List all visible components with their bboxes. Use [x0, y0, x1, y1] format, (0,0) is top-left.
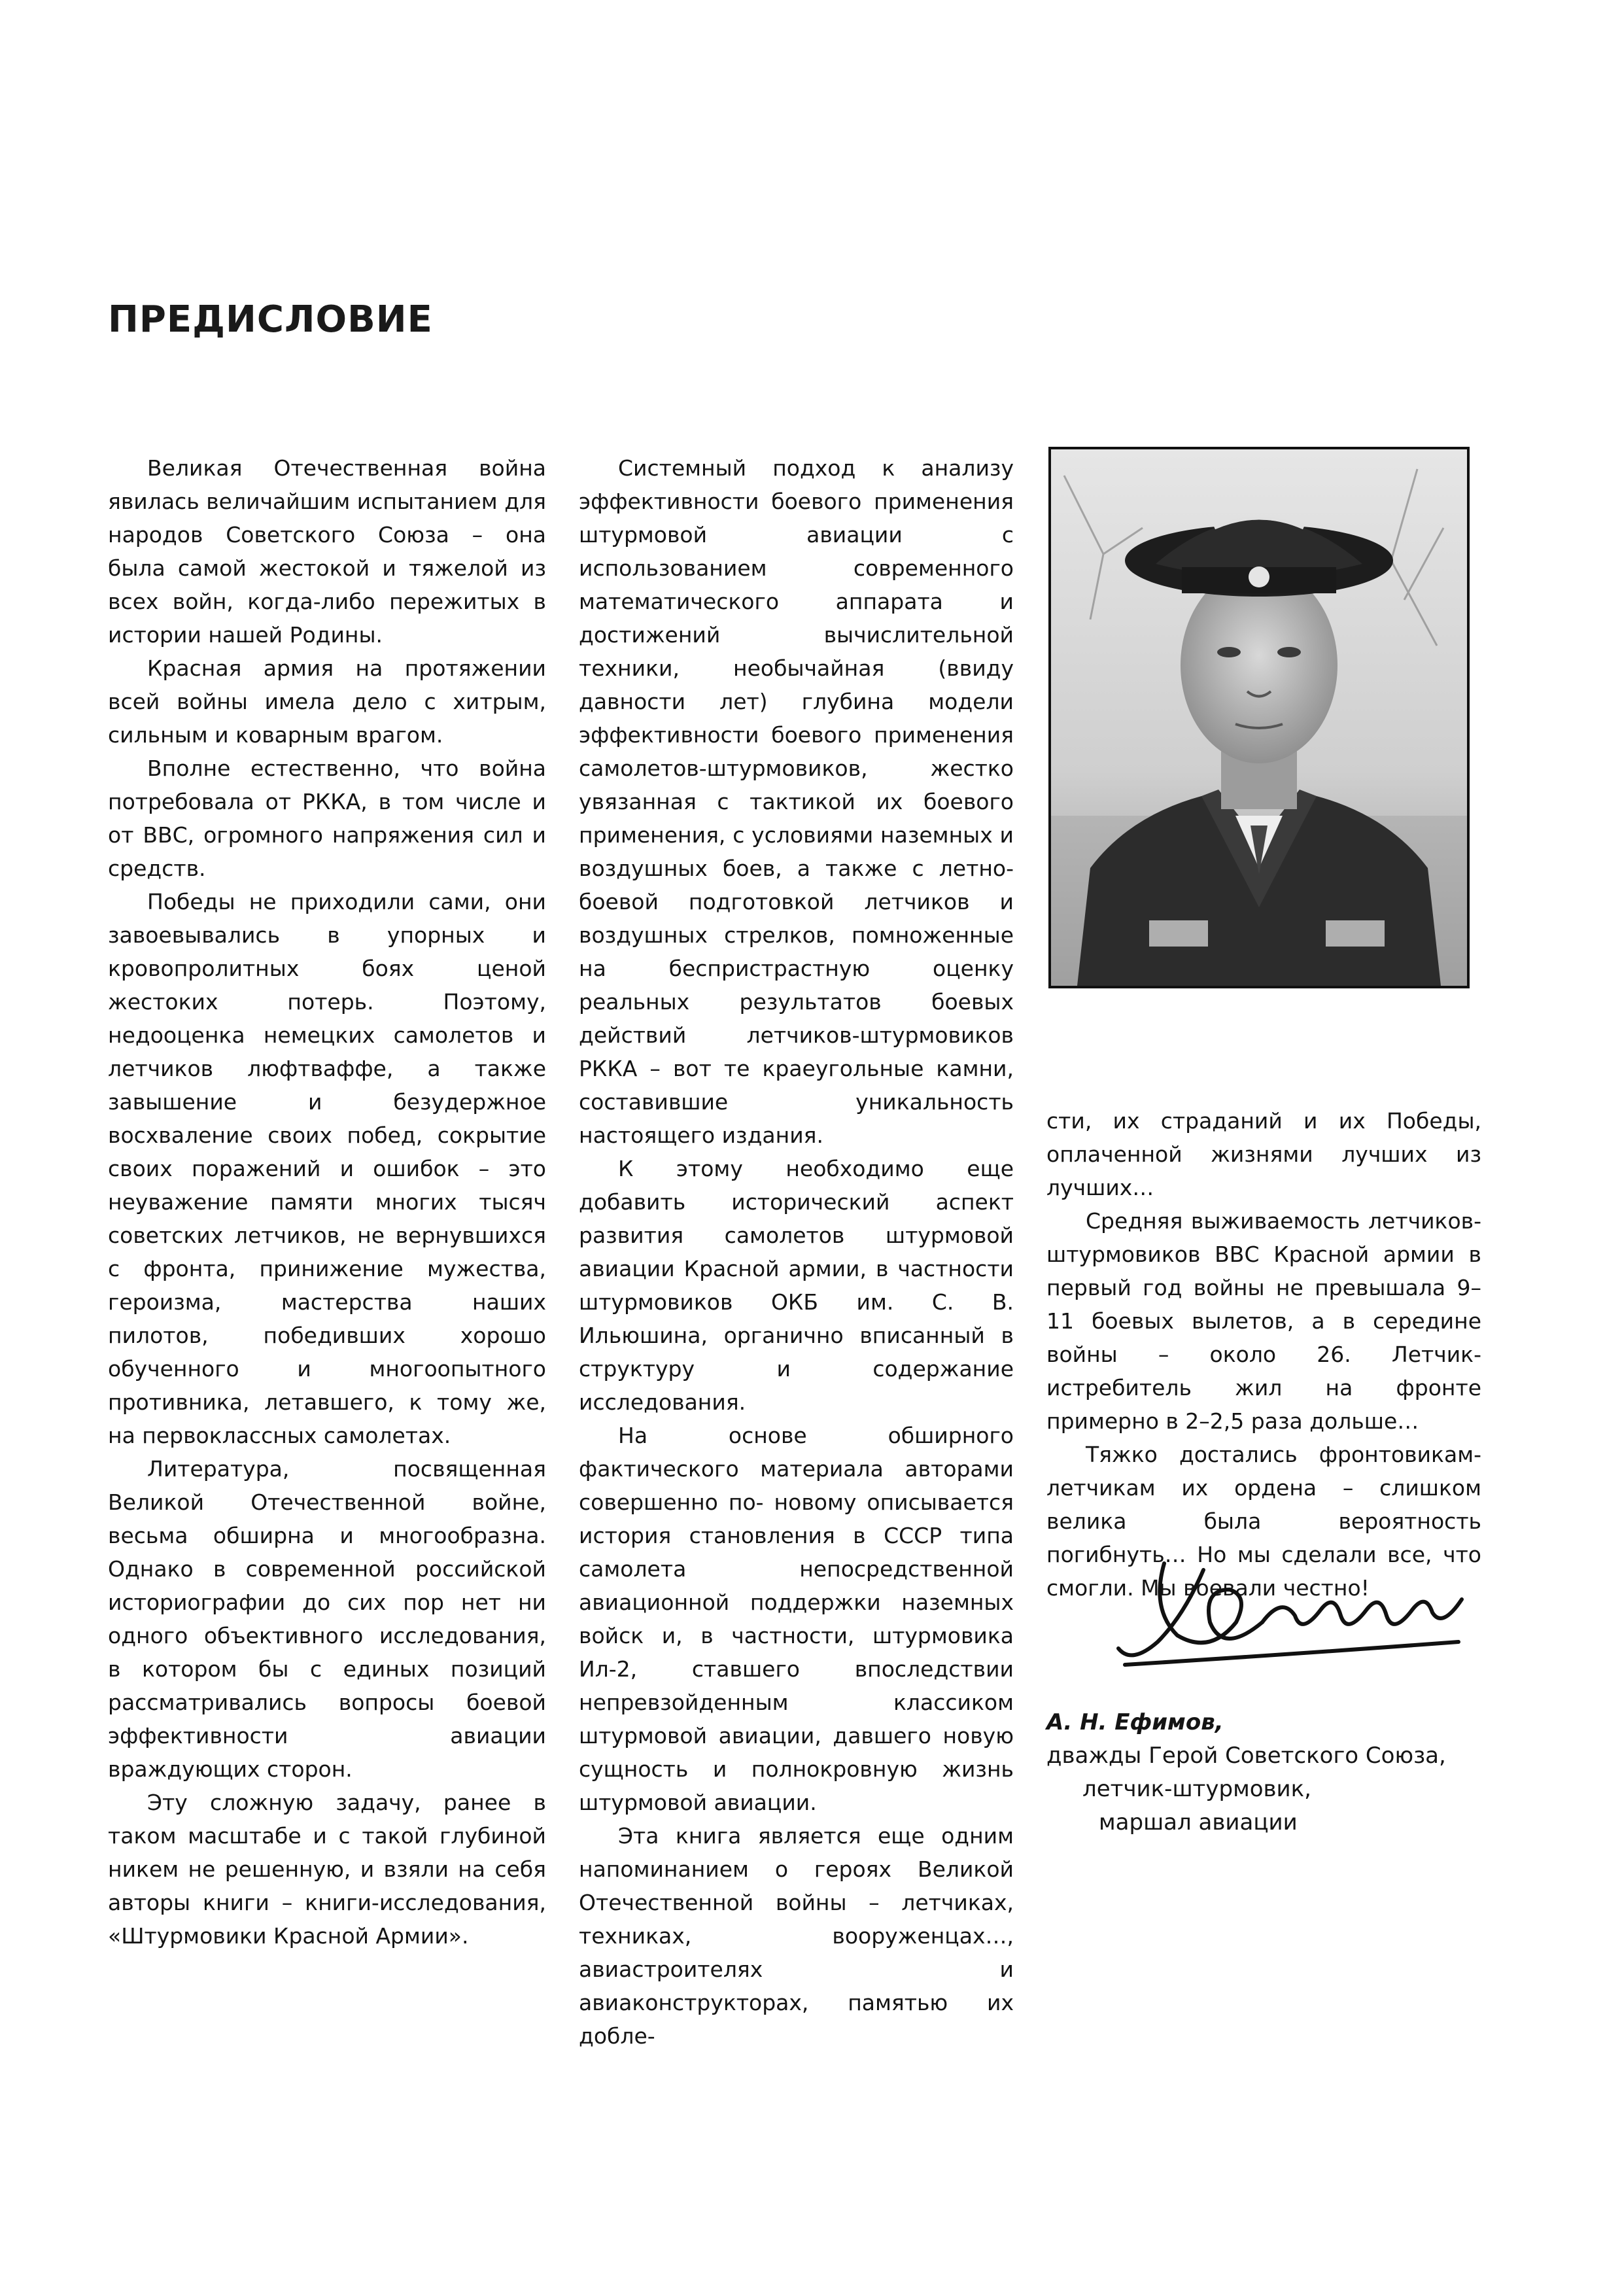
- paragraph: Вполне естественно, что война потребовала от РККА, в том числе и от ВВС, огромного напряжения сил и средств.: [108, 756, 546, 881]
- paragraph: Великая Отечественная война явилась величайшим испытанием для народов Советского Союза – она была самой жестокой и тяжелой из всех войн, когда-либо пережитых в истории нашей Родины.: [108, 455, 546, 648]
- paragraph: Победы не приходили сами, они завоевывались в упорных и кровопролитных боях ценой жестоких потерь. Поэтому, недооценка немецких самолетов и летчиков люфтваффе, а также завышение и безудержное восхваление своих побед, сокрытие своих поражений и ошибок – это неуважение памяти многих тысяч советских летчиков, не вернувшихся с фронта, принижение мужества, героизма, мастерства наших пилотов, победивших хорошо обученного и многоопытного противника, летавшего, к тому же, на первоклассных самолетах.: [108, 889, 546, 1448]
- author-title-line: маршал авиации: [1099, 1809, 1298, 1835]
- paragraph: Эту сложную задачу, ранее в таком масштабе и с такой глубиной никем не решенную, и взяли на себя авторы книги – книги-исследования, «Штурмовики Красной Армии».: [108, 1790, 546, 1949]
- paragraph: Красная армия на протяжении всей войны имела дело с хитрым, сильным и коварным врагом.: [108, 655, 546, 748]
- text-column-middle: [579, 451, 1014, 2053]
- paragraph: Литература, посвященная Великой Отечественной войне, весьма обширна и многообразна. Однако в современной российской историографии до сих пор нет ни одного объективного исследования, в котором бы с единых позиций рассматривались вопросы боевой эффективности авиации враждующих сторон.: [108, 1456, 546, 1782]
- paragraph: Средняя выживаемость летчиков-штурмовиков ВВС Красной армии в первый год войны не превышала 9–11 боевых вылетов, а в середине войны – около 26. Летчик-истребитель жил на фронте примерно в 2–2,5 раза дольше…: [1046, 1208, 1481, 1434]
- paragraph-continuation: сти, их страданий и их Победы, оплаченной жизнями лучших из лучших…: [1046, 1108, 1481, 1200]
- handwritten-signature: [1105, 1544, 1472, 1675]
- text-column-right: [1046, 1104, 1481, 1605]
- paragraph: Эта книга является еще одним напоминанием о героях Великой Отечественной войны – летчиках, техниках, вооруженцах…, авиастроителях и авиаконструкторах, памятью их добле-: [579, 1823, 1014, 2049]
- author-block: [1046, 1706, 1446, 1839]
- text-column-left: [108, 451, 546, 1953]
- paragraph: На основе обширного фактического материала авторами совершенно по- новому описывается история становления в СССР типа самолета непосредственной авиационной поддержки наземных войск и, в частности, штурмовика Ил-2, ставшего впоследствии непревзойденным классиком штурмовой авиации, давшего новую сущность и полнокровную жизнь штурмовой авиации.: [579, 1423, 1014, 1815]
- author-name: А. Н. Ефимов,: [1046, 1709, 1224, 1735]
- paragraph: Тяжко достались фронтовикам-летчикам их ордена – слишком велика была вероятность погибнуть… Но мы сделали все, что смогли. Мы воевали честно!: [1046, 1442, 1481, 1601]
- page-title: ПРЕДИСЛОВИЕ: [108, 298, 433, 341]
- author-title-line: дважды Герой Советского Союза,: [1046, 1743, 1446, 1769]
- paragraph: Системный подход к анализу эффективности боевого применения штурмовой авиации с использованием современного математического аппарата и достижений вычислительной техники, необычайная (ввиду давности лет) глубина модели эффективности боевого применения самолетов-штурмовиков, жестко увязанная с тактикой их боевого применения, с условиями наземных и воздушных боев, а также с летно-боевой подготовкой летчиков и воздушных стрелков, помноженные на беспристрастную оценку реальных результатов боевых действий летчиков-штурмовиков РККА – вот те краеугольные камни, составившие уникальность настоящего издания.: [579, 455, 1014, 1148]
- paragraph: К этому необходимо еще добавить исторический аспект развития самолетов штурмовой авиации Красной армии, в частности штурмовиков ОКБ им. С. В. Ильюшина, органично вписанный в структуру и содержание исследования.: [579, 1156, 1014, 1415]
- author-portrait-photo: [1048, 447, 1470, 988]
- author-title-line: летчик-штурмовик,: [1082, 1776, 1311, 1802]
